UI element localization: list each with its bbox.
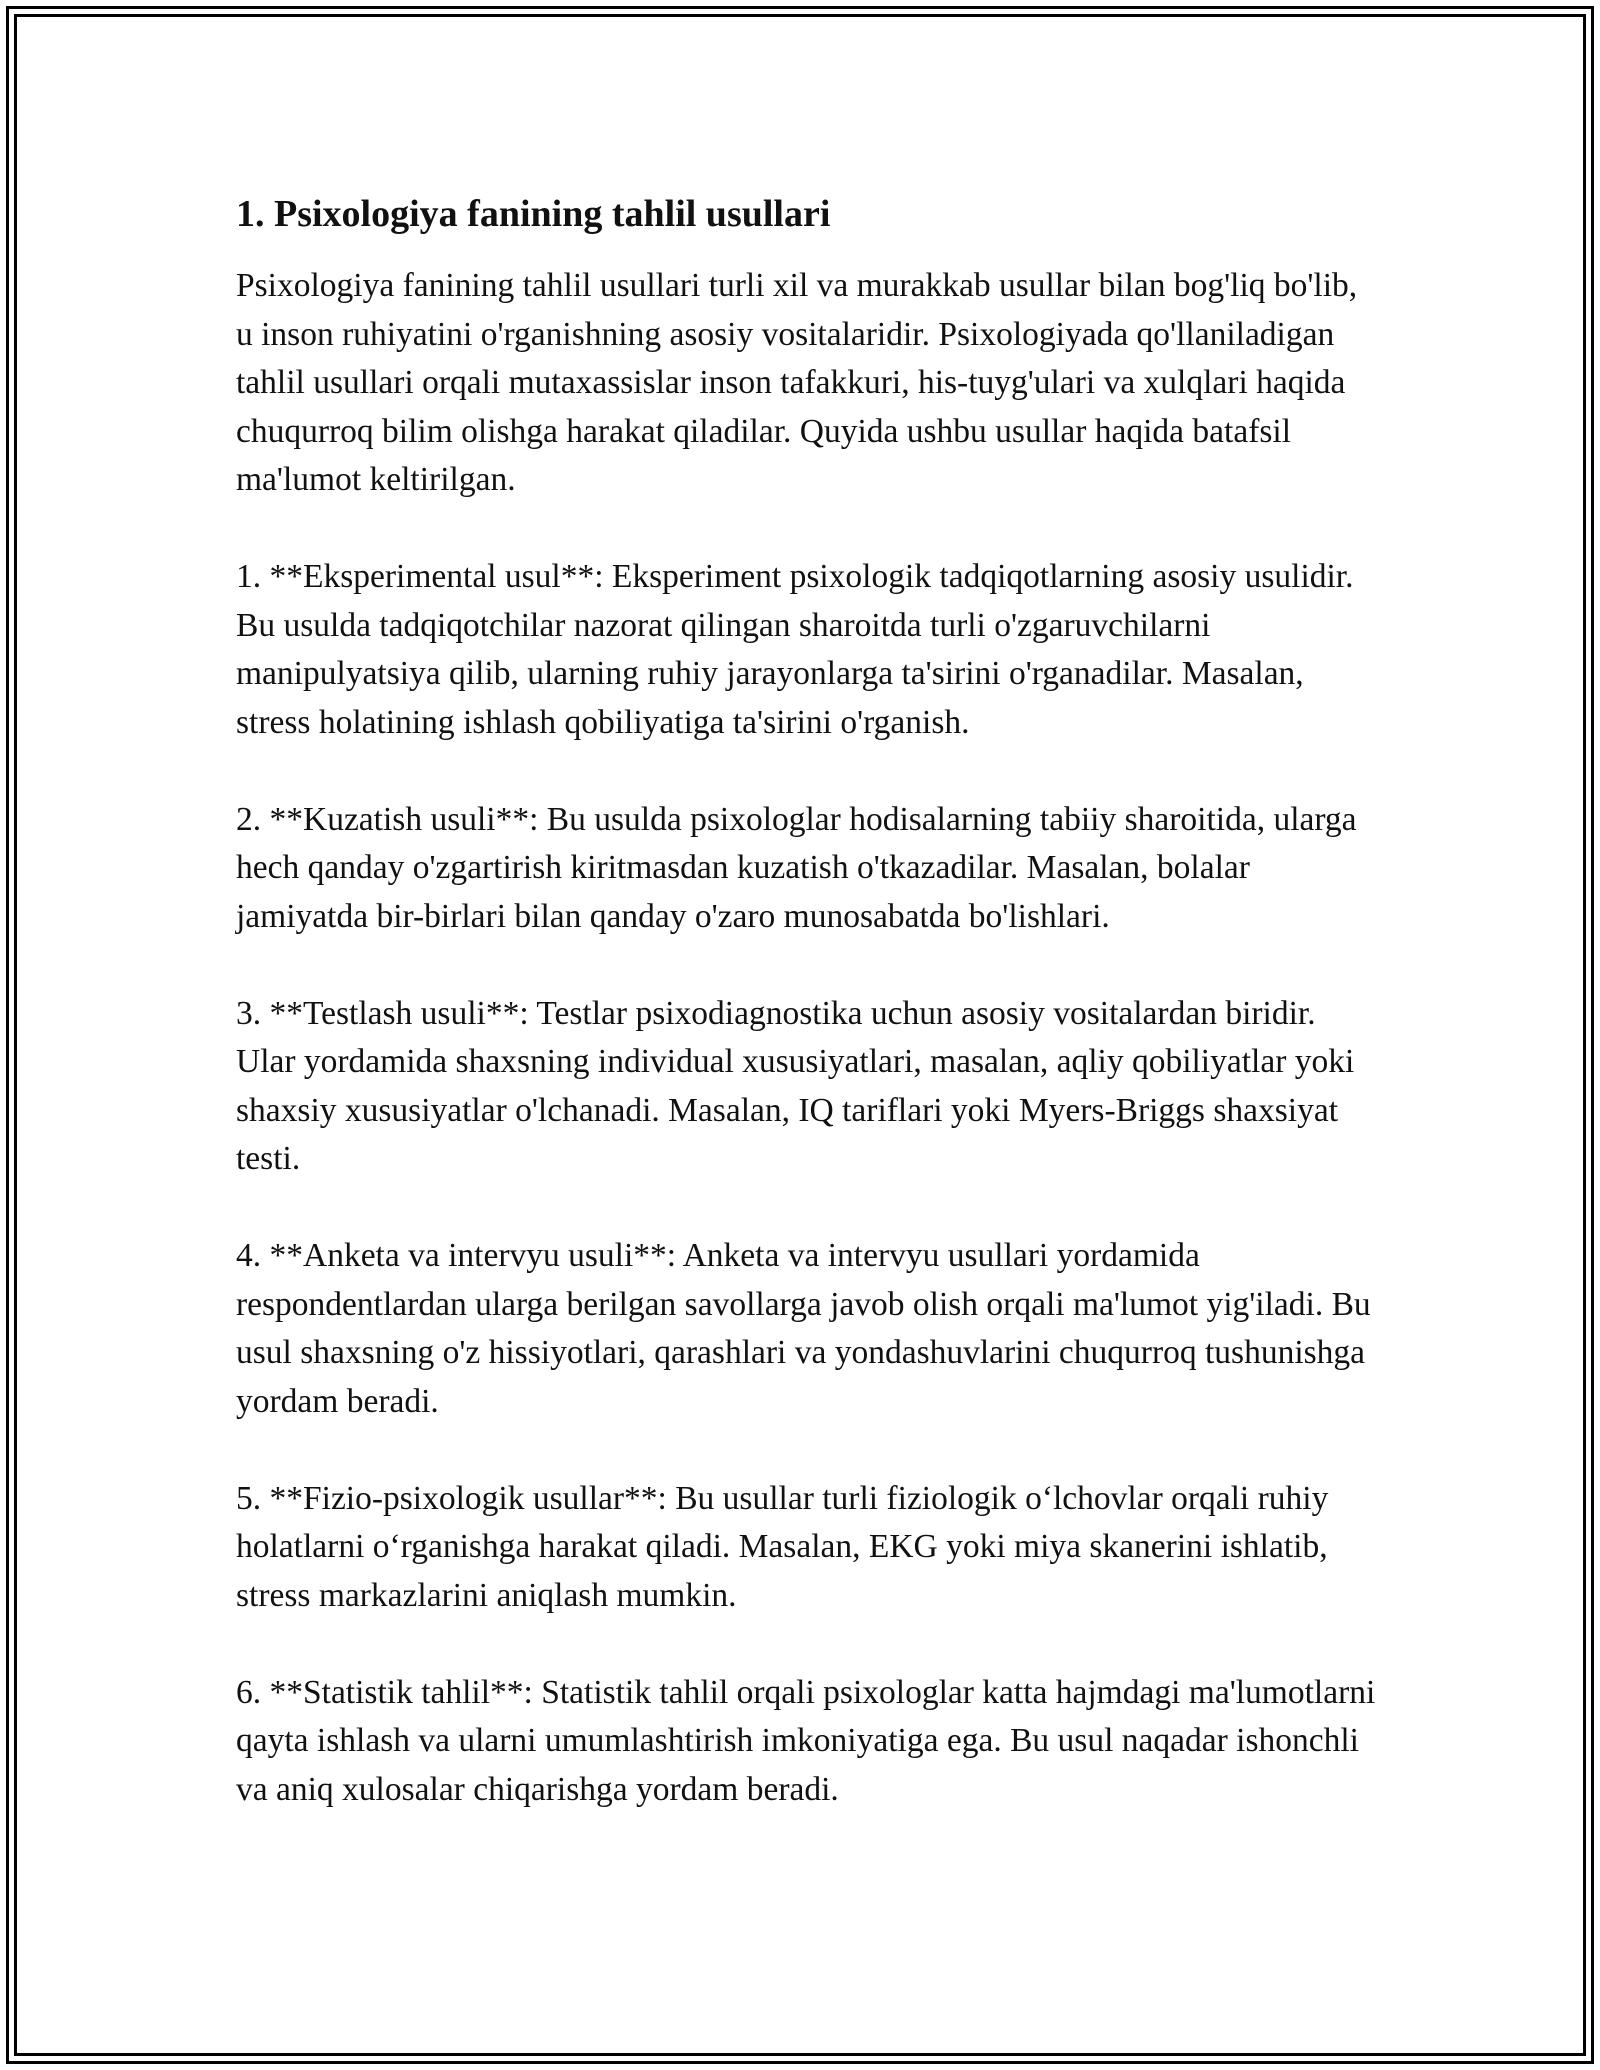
intro-paragraph: Psixologiya fanining tahlil usullari turli xil va murakkab usullar bilan bog'liq bo'lib, u inson ruhiyatini o'rganishning asosiy vositalaridir. Psixologiyada qo'llaniladigan tahlil usullari orqali mutaxassislar inson tafakkuri, his-tuyg'ulari va xulqlari haqida chuqurroq bilim olishga harakat qiladilar. Quyida ushbu usullar haqida batafsil ma'lumot keltirilgan. [236, 267, 1358, 498]
method-paragraph-eksperimental: 1. **Eksperimental usul**: Eksperiment psixologik tadqiqotlarning asosiy usulidir. Bu usulda tadqiqotchilar nazorat qilingan sharoitda turli o'zgaruvchilarni manipulyatsiya qilib, ularning ruhiy jarayonlarga ta'sirini o'rganadilar. Masalan, stress holatining ishlash qobiliyatiga ta'sirini o'rganish. [236, 558, 1354, 741]
method-paragraph-fizio: 5. **Fizio-psixologik usullar**: Bu usullar turli fiziologik o‘lchovlar orqali ruhiy holatlarni o‘rganishga harakat qiladi. Masalan, EKG yoki miya skanerini ishlatib, stress markazlarini aniqlash mumkin. [236, 1479, 1329, 1614]
method-paragraph-kuzatish: 2. **Kuzatish usuli**: Bu usulda psixologlar hodisalarning tabiiy sharoitida, ularga hech qanday o'zgartirish kiritmasdan kuzatish o'tkazadilar. Masalan, bolalar jamiyatda bir-birlari bilan qanday o'zaro munosabatda bo'lishlari. [236, 800, 1357, 935]
document-body [236, 190, 1376, 1863]
method-paragraph-statistik: 6. **Statistik tahlil**: Statistik tahlil orqali psixologlar katta hajmdagi ma'lumotlarni qayta ishlash va ularni umumlashtirish imkoniyatiga ega. Bu usul naqadar ishonchli va aniq xulosalar chiqarishga yordam beradi. [236, 1673, 1376, 1808]
method-paragraph-anketa: 4. **Anketa va intervyu usuli**: Anketa va intervyu usullari yordamida respondentlardan ularga berilgan savollarga javob olish orqali ma'lumot yig'iladi. Bu usul shaxsning o'z hissiyotlari, qarashlari va yondashuvlarini chuqurroq tushunishga yordam beradi. [236, 1237, 1371, 1420]
method-paragraph-testlash: 3. **Testlash usuli**: Testlar psixodiagnostika uchun asosiy vositalardan biridir. Ular yordamida shaxsning individual xususiyatlari, masalan, aqliy qobiliyatlar yoki shaxsiy xususiyatlar o'lchanadi. Masalan, IQ tariflari yoki Myers-Briggs shaxsiyat testi. [236, 994, 1355, 1177]
document-title: 1. Psixologiya fanining tahlil usullari [236, 193, 831, 235]
